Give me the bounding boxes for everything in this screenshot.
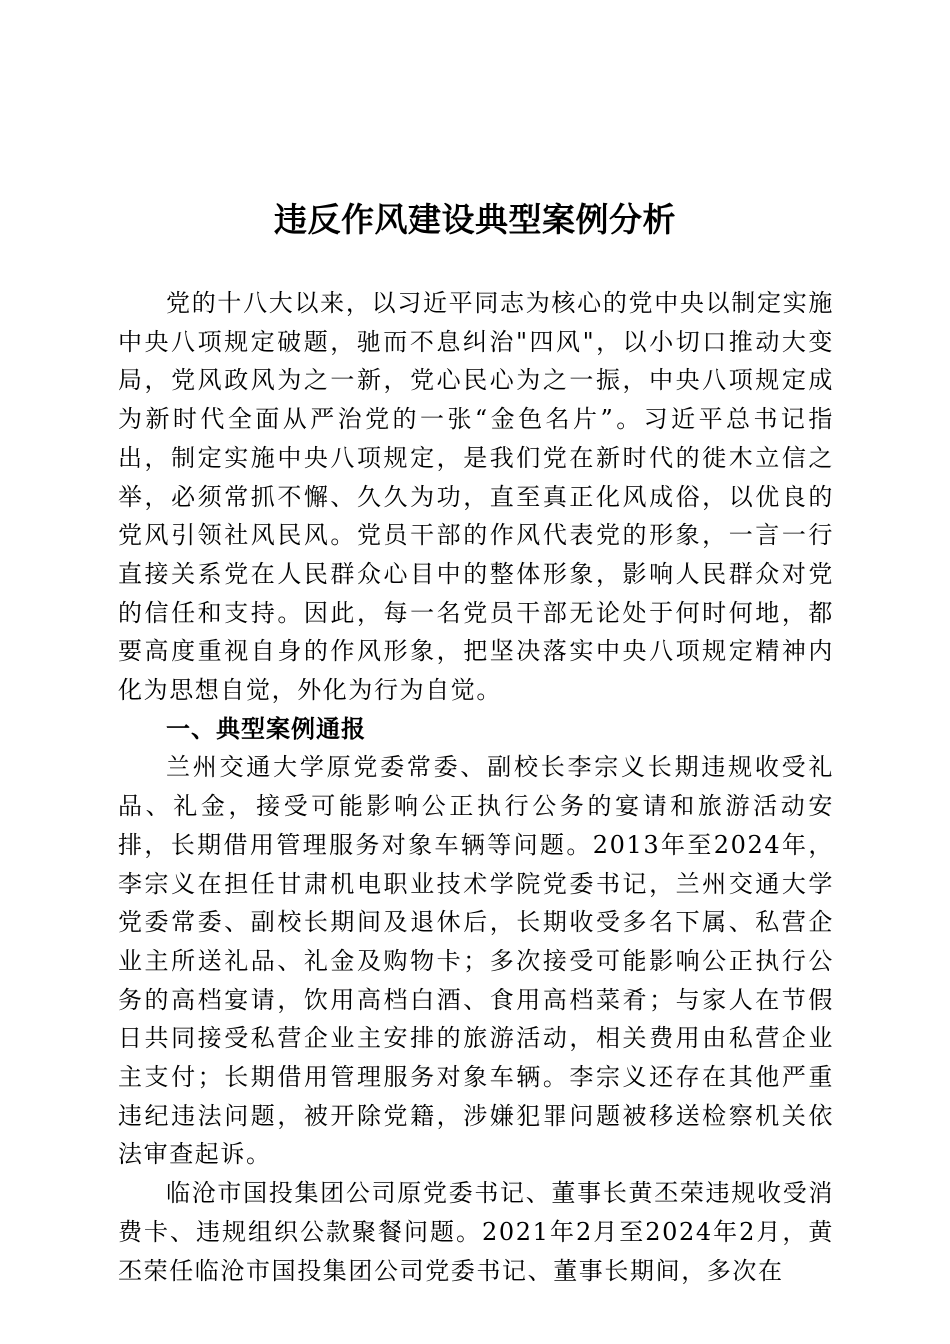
case-paragraph-1: 兰州交通大学原党委常委、副校长李宗义长期违规收受礼品、礼金，接受可能影响公正执行公务的宴请和旅游活动安排，长期借用管理服务对象车辆等问题。2013年至2024年，李宗义在担任甘肃机电职业技术学院党委书记，兰州交通大学党委常委、副校长期间及退休后，长期收受多名下属、私营企业主所送礼品、礼金及购物卡；多次接受可能影响公正执行公务的高档宴请，饮用高档白酒、食用高档菜肴；与家人在节假日共同接受私营企业主安排的旅游活动，相关费用由私营企业主支付；长期借用管理服务对象车辆。李宗义还存在其他严重违纪违法问题，被开除党籍，涉嫌犯罪问题被移送检察机关依法审查起诉。 xyxy=(118,753,834,1169)
document-body xyxy=(118,284,834,1290)
section-heading: 一、典型案例通报 xyxy=(166,714,366,743)
document-title: 违反作风建设典型案例分析 xyxy=(274,200,676,239)
case-paragraph-2: 临沧市国投集团公司原党委书记、董事长黄丕荣违规收受消费卡、违规组织公款聚餐问题。2021年2月至2024年2月，黄丕荣任临沧市国投集团公司党委书记、董事长期间，多次在 xyxy=(118,1179,834,1285)
intro-paragraph: 党的十八大以来，以习近平同志为核心的党中央以制定实施中央八项规定破题，驰而不息纠治"四风"，以小切口推动大变局，党风政风为之一新，党心民心为之一振，中央八项规定成为新时代全面从严治党的一张“金色名片”。习近平总书记指出，制定实施中央八项规定，是我们党在新时代的徙木立信之举，必须常抓不懈、久久为功，直至真正化风成俗，以优良的党风引领社风民风。党员干部的作风代表党的形象，一言一行直接关系党在人民群众心目中的整体形象，影响人民群众对党的信任和支持。因此，每一名党员干部无论处于何时何地，都要高度重视自身的作风形象，把坚决落实中央八项规定精神内化为思想自觉，外化为行为自觉。 xyxy=(118,289,834,705)
